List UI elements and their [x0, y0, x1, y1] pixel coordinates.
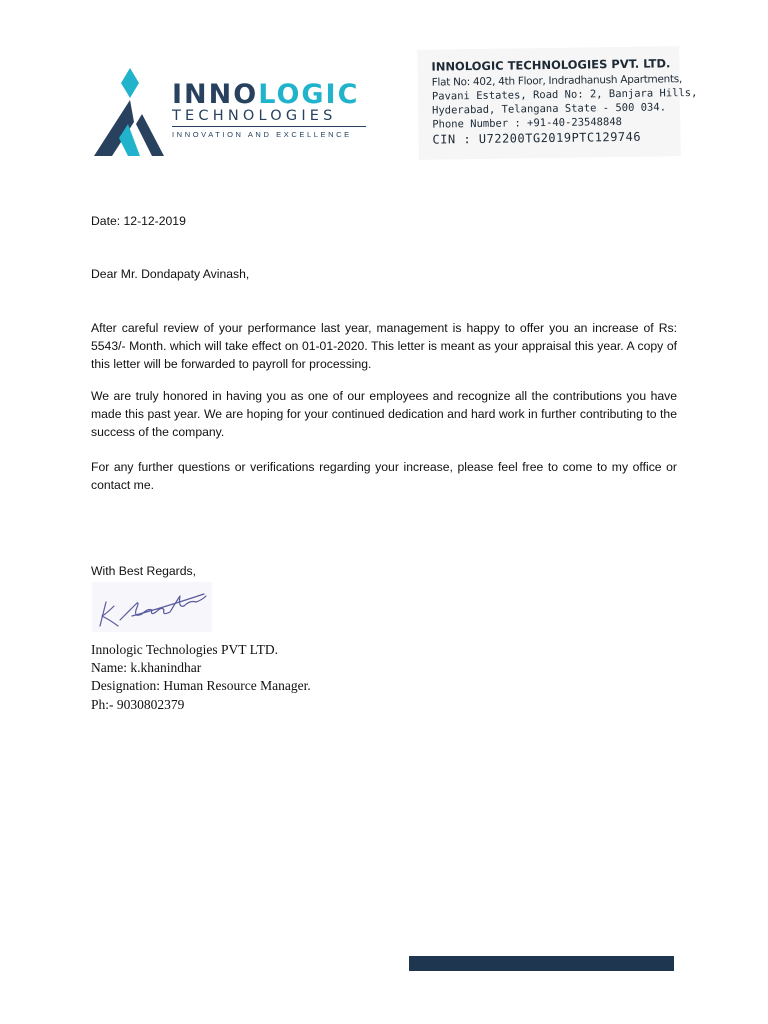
signatory-phone: Ph:- 9030802379: [91, 696, 185, 712]
company-stamp: [417, 46, 698, 160]
signatory-block: [91, 641, 311, 714]
signatory-company: Innologic Technologies PVT LTD.: [91, 642, 279, 657]
brand-name: [172, 80, 359, 110]
brand-name-part2: LOGIC: [258, 79, 360, 110]
stamp-address-line3: Hyderabad, Telangana State - 500 034.: [432, 101, 667, 117]
stamp-phone: Phone Number : +91-40-23548848: [432, 115, 623, 131]
brand-divider: [172, 126, 366, 127]
company-logo-icon: [92, 66, 164, 158]
letter-paragraph-1: After careful review of your performance last year, management is happy to offer you an increase of Rs: 5543/- Month. which will take effect on 01-01-2020. This letter is meant as your appraisal this year. A copy of this letter will be forwarded to payroll for processing.: [91, 321, 677, 371]
handwritten-signature: [92, 582, 212, 632]
signatory-designation: Designation: Human Resource Manager.: [91, 678, 311, 694]
brand-tagline: INNOVATION AND EXCELLENCE: [172, 130, 352, 139]
stamp-cin: CIN : U72200TG2019PTC129746: [432, 129, 642, 147]
stamp-address-line1: Flat No: 402, 4th Floor, Indradhanush Apartments,: [431, 73, 683, 89]
letter-salutation: Dear Mr. Dondapaty Avinash,: [91, 267, 250, 281]
letter-paragraph-3: For any further questions or verifications regarding your increase, please feel free to come to my office or contact me.: [91, 460, 677, 492]
letter-closing: With Best Regards,: [91, 564, 196, 578]
letter-date: Date: 12-12-2019: [91, 214, 186, 228]
stamp-address-line2: Pavani Estates, Road No: 2, Banjara Hills,: [431, 86, 698, 103]
brand-name-part1: INNO: [172, 79, 259, 110]
footer-bar: [409, 956, 674, 971]
stamp-company-name: INNOLOGIC TECHNOLOGIES PVT. LTD.: [431, 56, 671, 74]
brand-subtitle: TECHNOLOGIES: [172, 108, 337, 124]
signatory-name: Name: k.khanindhar: [91, 660, 202, 676]
letter-paragraph-2: We are truly honored in having you as one of our employees and recognize all the contributions you have made this past year. We are hoping for your continued dedication and hard work in further contributing to the success of the company.: [91, 389, 677, 439]
